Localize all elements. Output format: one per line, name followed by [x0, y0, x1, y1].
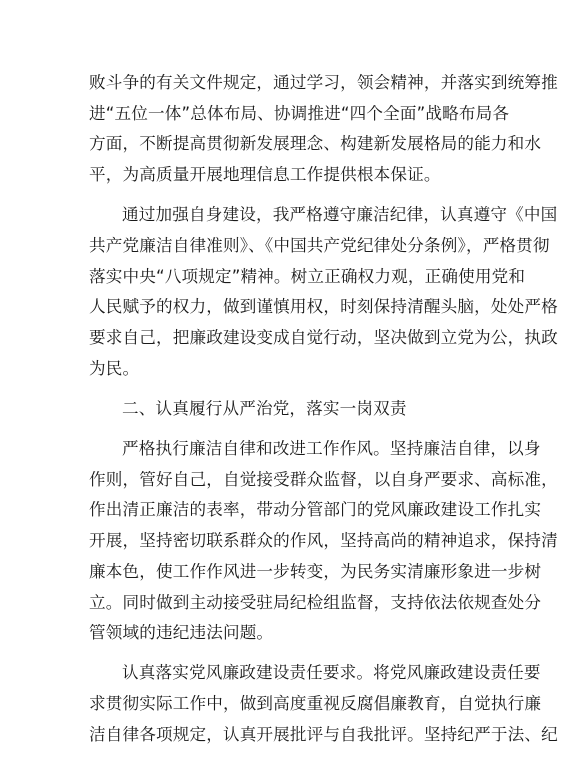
text-line: 作出清正廉洁的表率，带动分管部门的党风廉政建设工作扎实 — [89, 500, 542, 519]
text-line: 进“五位一体”总体布局、协调推进“四个全面”战略布局各 — [89, 104, 510, 123]
text-line: 立。同时做到主动接受驻局纪检组监督，支持依法依规查处分 — [89, 593, 542, 612]
text-line: 落实中央“八项规定”精神。树立正确权力观，正确使用党和 — [89, 267, 526, 286]
text-line: 作则，管好自己，自觉接受群众监督，以自身严要求、高标准， — [89, 470, 558, 489]
text-line: 败斗争的有关文件规定，通过学习，领会精神，并落实到统筹推 — [89, 73, 558, 92]
text-line: 要求自己，把廉政建设变成自觉行动，坚决做到立党为公，执政 — [89, 328, 558, 347]
text-line: 方面，不断提高贯彻新发展理念、构建新发展格局的能力和水 — [89, 134, 542, 153]
text-line: 为民。 — [89, 359, 140, 378]
text-line: 严格执行廉洁自律和改进工作作风。坚持廉洁自律，以身 — [122, 439, 541, 458]
section-heading: 二、认真履行从严治党，落实一岗双责 — [122, 399, 407, 418]
text-line: 平，为高质量开展地理信息工作提供根本保证。 — [89, 165, 441, 184]
text-line: 管领域的违纪违法问题。 — [89, 623, 274, 642]
text-line: 通过加强自身建设，我严格遵守廉洁纪律，认真遵守《中国 — [122, 205, 558, 224]
text-line: 廉本色，使工作作风进一步转变，为民务实清廉形象进一步树 — [89, 562, 542, 581]
text-line: 洁自律各项规定，认真开展批评与自我批评。坚持纪严于法、纪 — [89, 725, 558, 744]
text-line: 人民赋予的权力，做到谨慎用权，时刻保持清醒头脑，处处严格 — [89, 297, 558, 316]
text-line: 认真落实党风廉政建设责任要求。将党风廉政建设责任要 — [122, 663, 541, 682]
text-line: 开展，坚持密切联系群众的作风，坚持高尚的精神追求，保持清 — [89, 531, 558, 550]
text-line: 求贯彻实际工作中，做到高度重视反腐倡廉教育，自觉执行廉 — [89, 694, 542, 713]
text-line: 共产党廉洁自律准则》、《中国共产党纪律处分条例》，严格贯彻 — [89, 236, 550, 255]
